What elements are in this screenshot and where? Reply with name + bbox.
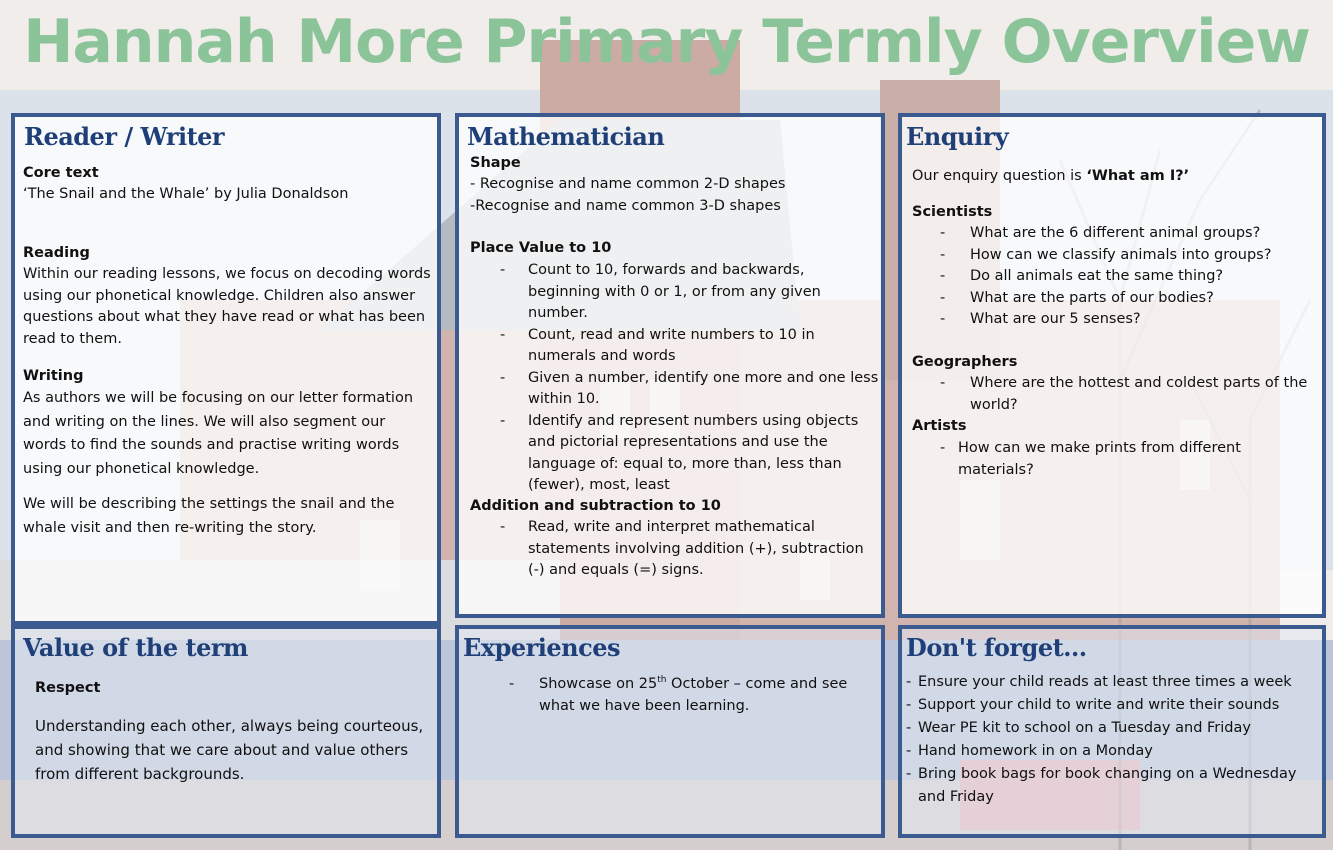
geographers-list [912,373,1312,416]
dont-forget-list [906,671,1316,809]
list-item: - Ensure your child reads at least three times a week [906,671,1316,694]
writing-label: Writing [23,368,84,384]
list-item: - Wear PE kit to school on a Tuesday and Friday [906,717,1316,740]
core-text-title: ‘The Snail and the Whale’ by Julia Donaldson [23,186,349,202]
dont-forget-heading: Don't forget… [906,633,1087,662]
scientists-label: Scientists [912,204,993,220]
shape-label: Shape [470,155,521,171]
enquiry-question: ‘What am I?’ [1086,168,1190,184]
list-item: - Support your child to write and write their sounds [906,694,1316,717]
artists-label: Artists [912,418,967,434]
list-item: - How can we classify animals into groups? [912,245,1312,267]
core-text-label: Core text [23,165,99,181]
experience-text-end: October – come and see what we have been learning. [539,676,848,714]
list-item: - Bring book bags for book changing on a Wednesday and Friday [906,763,1316,809]
shape-item: -Recognise and name common 3-D shapes [470,198,781,214]
list-item: - Identify and represent numbers using objects and pictorial representations and use the language of: equal to, more than, less than (fewer), most, least [470,411,880,497]
list-item: - Given a number, identify one more and one less within 10. [470,368,880,411]
list-item: - Where are the hottest and coldest parts of the world? [912,373,1312,416]
scientists-list [912,223,1312,331]
list-item: - Hand homework in on a Monday [906,740,1316,763]
shape-item: - Recognise and name common 2-D shapes [470,176,786,192]
list-item: - What are the 6 different animal groups? [912,223,1312,245]
list-item: - Do all animals eat the same thing? [912,266,1312,288]
experience-date-suffix: th [657,675,667,686]
writing-text: As authors we will be focusing on our letter formation and writing on the lines. We will also segment our words to find the sounds and practise writing words using our phonetical knowledge. [23,390,414,477]
list-item: - What are the parts of our bodies? [912,288,1312,310]
place-value-list [470,260,880,497]
enquiry-heading: Enquiry [906,122,1009,151]
list-item: - Read, write and interpret mathematical statements involving addition (+), subtraction (-) and equals (=) signs. [470,517,880,582]
place-value-label: Place Value to 10 [470,240,612,256]
reader-writer-heading: Reader / Writer [24,122,225,151]
reading-text: Within our reading lessons, we focus on decoding words using our phonetical knowledge. Children also answer questions about what they have read or what has been read to them. [23,266,431,347]
addition-label: Addition and subtraction to 10 [470,498,721,514]
writing-text-2: We will be describing the settings the snail and the whale visit and then re-writing the story. [23,496,395,536]
list-item [481,674,861,717]
value-text: Understanding each other, always being courteous, and showing that we care about and value others from different backgrounds. [35,717,424,783]
list-item: - What are our 5 senses? [912,309,1312,331]
experiences-list [481,674,861,717]
value-label: Respect [35,680,101,696]
experience-text: Showcase on 25 [539,676,658,692]
reading-label: Reading [23,245,90,261]
value-heading: Value of the term [23,633,248,662]
geographers-label: Geographers [912,354,1018,370]
enquiry-question-prefix: Our enquiry question is [912,168,1087,184]
experiences-heading: Experiences [463,633,621,662]
enquiry-question-line [912,166,1312,188]
addition-list [470,517,880,582]
page-title: Hannah More Primary Termly Overview [23,7,1310,77]
list-item: - How can we make prints from different materials? [912,438,1242,481]
mathematician-heading: Mathematician [467,122,665,151]
list-item: - Count, read and write numbers to 10 in numerals and words [470,325,880,368]
list-item: - Count to 10, forwards and backwards, beginning with 0 or 1, or from any given number. [470,260,880,325]
artists-list [912,438,1242,481]
